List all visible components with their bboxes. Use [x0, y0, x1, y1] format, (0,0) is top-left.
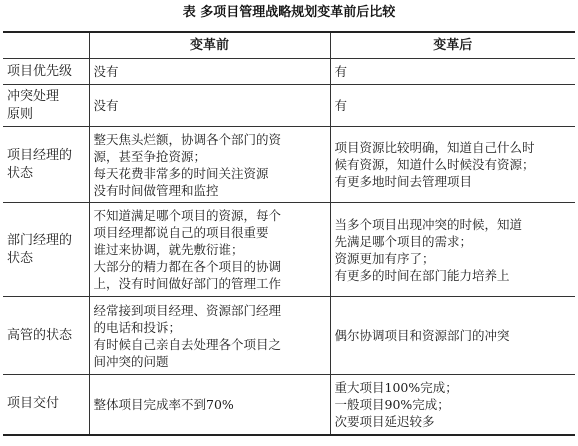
cell-line: 有更多的时间在部门能力培养上 — [334, 267, 510, 283]
cell-line: 源，甚至争抢资源； — [93, 148, 207, 164]
cell-line: 有更多地时间去管理项目 — [334, 174, 473, 189]
cell-line: 有 — [334, 64, 348, 79]
before-cell — [89, 203, 330, 297]
row-label-cell — [3, 375, 89, 435]
row-label-cell — [3, 127, 89, 203]
after-cell — [330, 127, 575, 203]
table-row — [3, 85, 575, 127]
cell-line: 没有 — [93, 98, 119, 113]
cell-line: 项目经理都说自己的项目很重要 — [93, 225, 269, 240]
before-cell — [89, 375, 330, 435]
table-row — [3, 59, 575, 85]
row-label-line: 项目经理的 — [7, 147, 73, 163]
cell-line: 有 — [334, 98, 348, 113]
after-cell — [330, 59, 575, 85]
row-label-line: 状态 — [7, 165, 34, 181]
table-row — [3, 297, 575, 375]
after-cell — [330, 85, 575, 127]
cell-line: 不知道满足哪个项目的资源，每个 — [93, 208, 282, 223]
row-label-line: 状态 — [7, 250, 34, 266]
row-label-line: 项目交付 — [7, 396, 60, 412]
header-cell-before: 变革前 — [89, 32, 330, 59]
cell-line: 间冲突的问题 — [93, 353, 169, 369]
cell-line: 的电话和投诉； — [93, 319, 182, 335]
cell-line: 每天花费非常多的时间关注资源 — [93, 165, 269, 181]
after-cell — [330, 375, 575, 435]
cell-line: 先满足哪个项目的需求； — [334, 233, 473, 249]
row-label-line: 部门经理的 — [7, 232, 73, 248]
header-cell-after: 变革后 — [330, 32, 575, 59]
table-row — [3, 203, 575, 297]
cell-line: 大部分的精力都在各个项目的协调 — [93, 259, 282, 274]
cell-line: 整体项目完成率不到70% — [93, 396, 234, 412]
before-cell — [89, 127, 330, 203]
table-caption: 表 多项目管理战略规划变革前后比较 — [182, 5, 396, 20]
cell-line: 没有时间做管理和监控 — [93, 182, 219, 198]
cell-line: 整天焦头烂额，协调各个部门的资 — [93, 131, 282, 147]
cell-line: 没有 — [93, 64, 119, 79]
before-cell — [89, 59, 330, 85]
row-label-cell — [3, 59, 89, 85]
table-row — [3, 127, 575, 203]
after-cell — [330, 203, 575, 297]
row-label-cell — [3, 203, 89, 297]
row-label-line: 项目优先级 — [7, 63, 73, 79]
cell-line: 重大项目100%完成； — [334, 379, 458, 395]
cell-line: 谁过来协调，就先敷衍谁； — [93, 242, 244, 257]
cell-line: 次要项目延迟较多 — [334, 413, 435, 429]
table-row — [3, 375, 575, 435]
cell-line: 经常接到项目经理、资源部门经理 — [93, 302, 282, 318]
cell-line: 候有资源，知道什么时候没有资源； — [334, 157, 535, 172]
cell-line: 偶尔协调项目和资源部门的冲突 — [334, 328, 510, 343]
row-label-cell — [3, 85, 89, 127]
comparison-table — [3, 31, 575, 436]
before-cell — [89, 297, 330, 375]
row-label-line: 原则 — [7, 106, 34, 122]
row-label-line: 冲突处理 — [7, 88, 60, 104]
cell-line: 项目资源比较明确，知道自己什么时 — [334, 140, 535, 155]
row-label-cell — [3, 297, 89, 375]
after-cell — [330, 297, 575, 375]
table-header-row — [3, 32, 575, 59]
row-label-line: 高管的状态 — [7, 327, 73, 343]
cell-line: 当多个项目出现冲突的时候，知道 — [334, 216, 523, 232]
cell-line: 一般项目90%完成； — [334, 396, 450, 412]
cell-line: 资源更加有序了； — [334, 250, 435, 266]
before-cell — [89, 85, 330, 127]
cell-line: 上，没有时间做好部门的管理工作 — [93, 276, 282, 291]
cell-line: 有时候自己亲自去处理各个项目之 — [93, 336, 282, 352]
header-cell-empty — [3, 32, 89, 59]
